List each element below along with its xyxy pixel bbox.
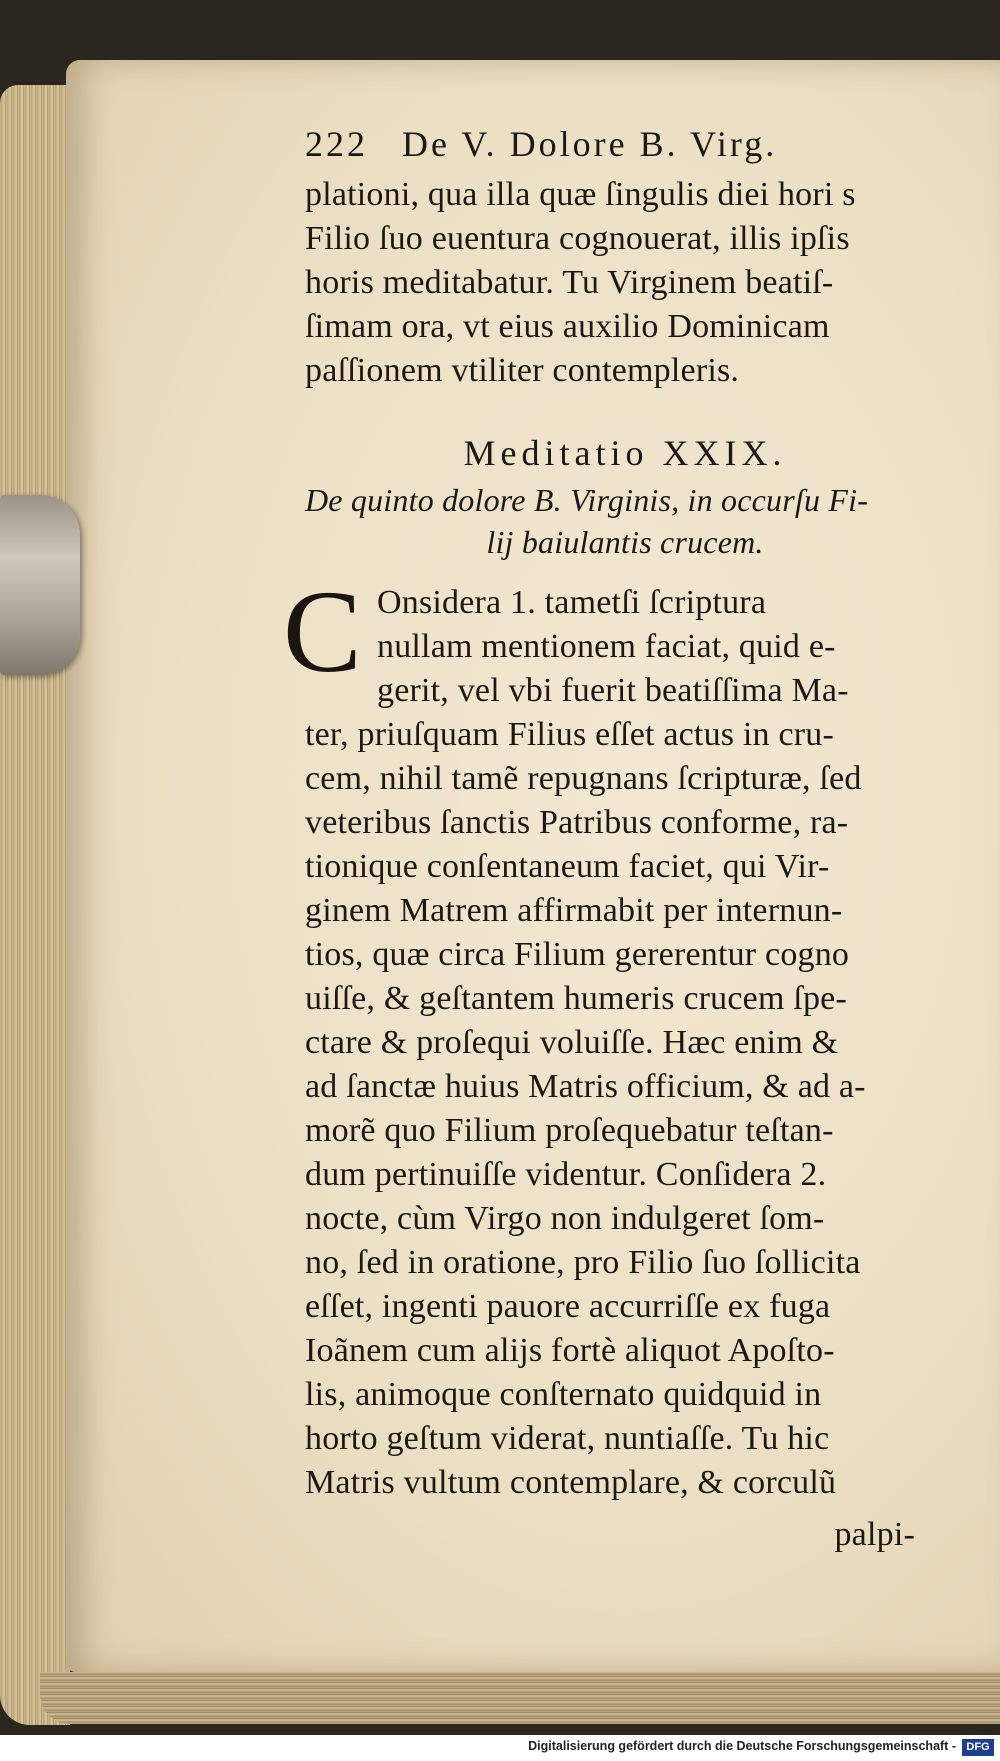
text-line: Matris vultum contemplare, & corculũ [305, 1464, 837, 1501]
dfg-logo: DFG [962, 1739, 994, 1756]
catchword: palpi- [834, 1516, 915, 1553]
text-line: ſimam ora, vt eius auxilio Dominicam [305, 308, 830, 345]
text-line: nocte, cùm Virgo non indulgeret ſom- [305, 1200, 825, 1237]
text-line: horto geſtum viderat, nuntiaſſe. Tu hic [305, 1420, 830, 1457]
text-line: ad ſanctæ huius Matris officium, & ad a- [305, 1068, 866, 1105]
text-line: horis meditabatur. Tu Virginem beatiſ- [305, 264, 834, 301]
page-clip [0, 495, 80, 675]
page-number: 222 [305, 124, 368, 164]
drop-cap: C [283, 566, 362, 697]
book-page-edges [0, 85, 70, 1725]
text-line: ter, priuſquam Filius eſſet actus in cru- [305, 716, 834, 753]
text-line: dum pertinuiſſe videntur. Conſidera 2. [305, 1156, 827, 1193]
book-bottom-edges [40, 1672, 1000, 1724]
running-head [305, 115, 945, 173]
text-line: tios, quæ circa Filium gererentur cogno [305, 936, 850, 973]
text-line: paſſionem vtiliter contempleris. [305, 352, 740, 389]
running-head-title: De V. Dolore B. Virg. [402, 124, 778, 164]
funding-credit: Digitalisierung gefördert durch die Deutsche Forschungsgemeinschaft - [528, 1739, 956, 1753]
text-line: cem, nihil tamẽ repugnans ſcripturæ, ſed [305, 760, 862, 797]
text-line: ginem Matrem affirmabit per internun- [305, 892, 843, 929]
text-line: morẽ quo Filium proſequebatur teſtan- [305, 1112, 834, 1149]
text-line: plationi, qua illa quæ ſingulis diei hori s [305, 176, 856, 213]
subtitle-line: De quinto dolore B. Virginis, in occurſu Fi- [305, 482, 869, 518]
text-line: ctare & proſequi voluiſſe. Hæc enim & [305, 1024, 839, 1061]
text-line: Onsidera 1. tametſi ſcriptura [377, 584, 767, 621]
text-line: no, ſed in oratione, pro Filio ſuo ſollicita [305, 1244, 861, 1281]
text-line: veteribus ſanctis Patribus conforme, ra- [305, 804, 849, 841]
text-line: Filio ſuo euentura cognouerat, illis ipſis [305, 220, 850, 257]
page-text [283, 115, 945, 1557]
meditation-heading: Meditatio XXIX. [463, 433, 787, 473]
text-line: Ioãnem cum alijs fortè aliquot Apoſto- [305, 1332, 835, 1369]
digitization-footer [0, 1735, 1000, 1761]
initial-paragraph [283, 566, 945, 713]
text-line: lis, animoque conſternato quidquid in [305, 1376, 822, 1413]
text-line: eſſet, ingenti pauore accurriſſe ex fuga [305, 1288, 831, 1325]
text-line: tionique conſentaneum faciet, qui Vir- [305, 848, 830, 885]
text-line: gerit, vel vbi fuerit beatiſſima Ma- [377, 672, 849, 709]
subtitle-line: lij baiulantis crucem. [486, 524, 764, 560]
text-line: nullam mentionem faciat, quid e- [377, 628, 836, 665]
text-line: uiſſe, & geſtantem humeris crucem ſpe- [305, 980, 847, 1017]
